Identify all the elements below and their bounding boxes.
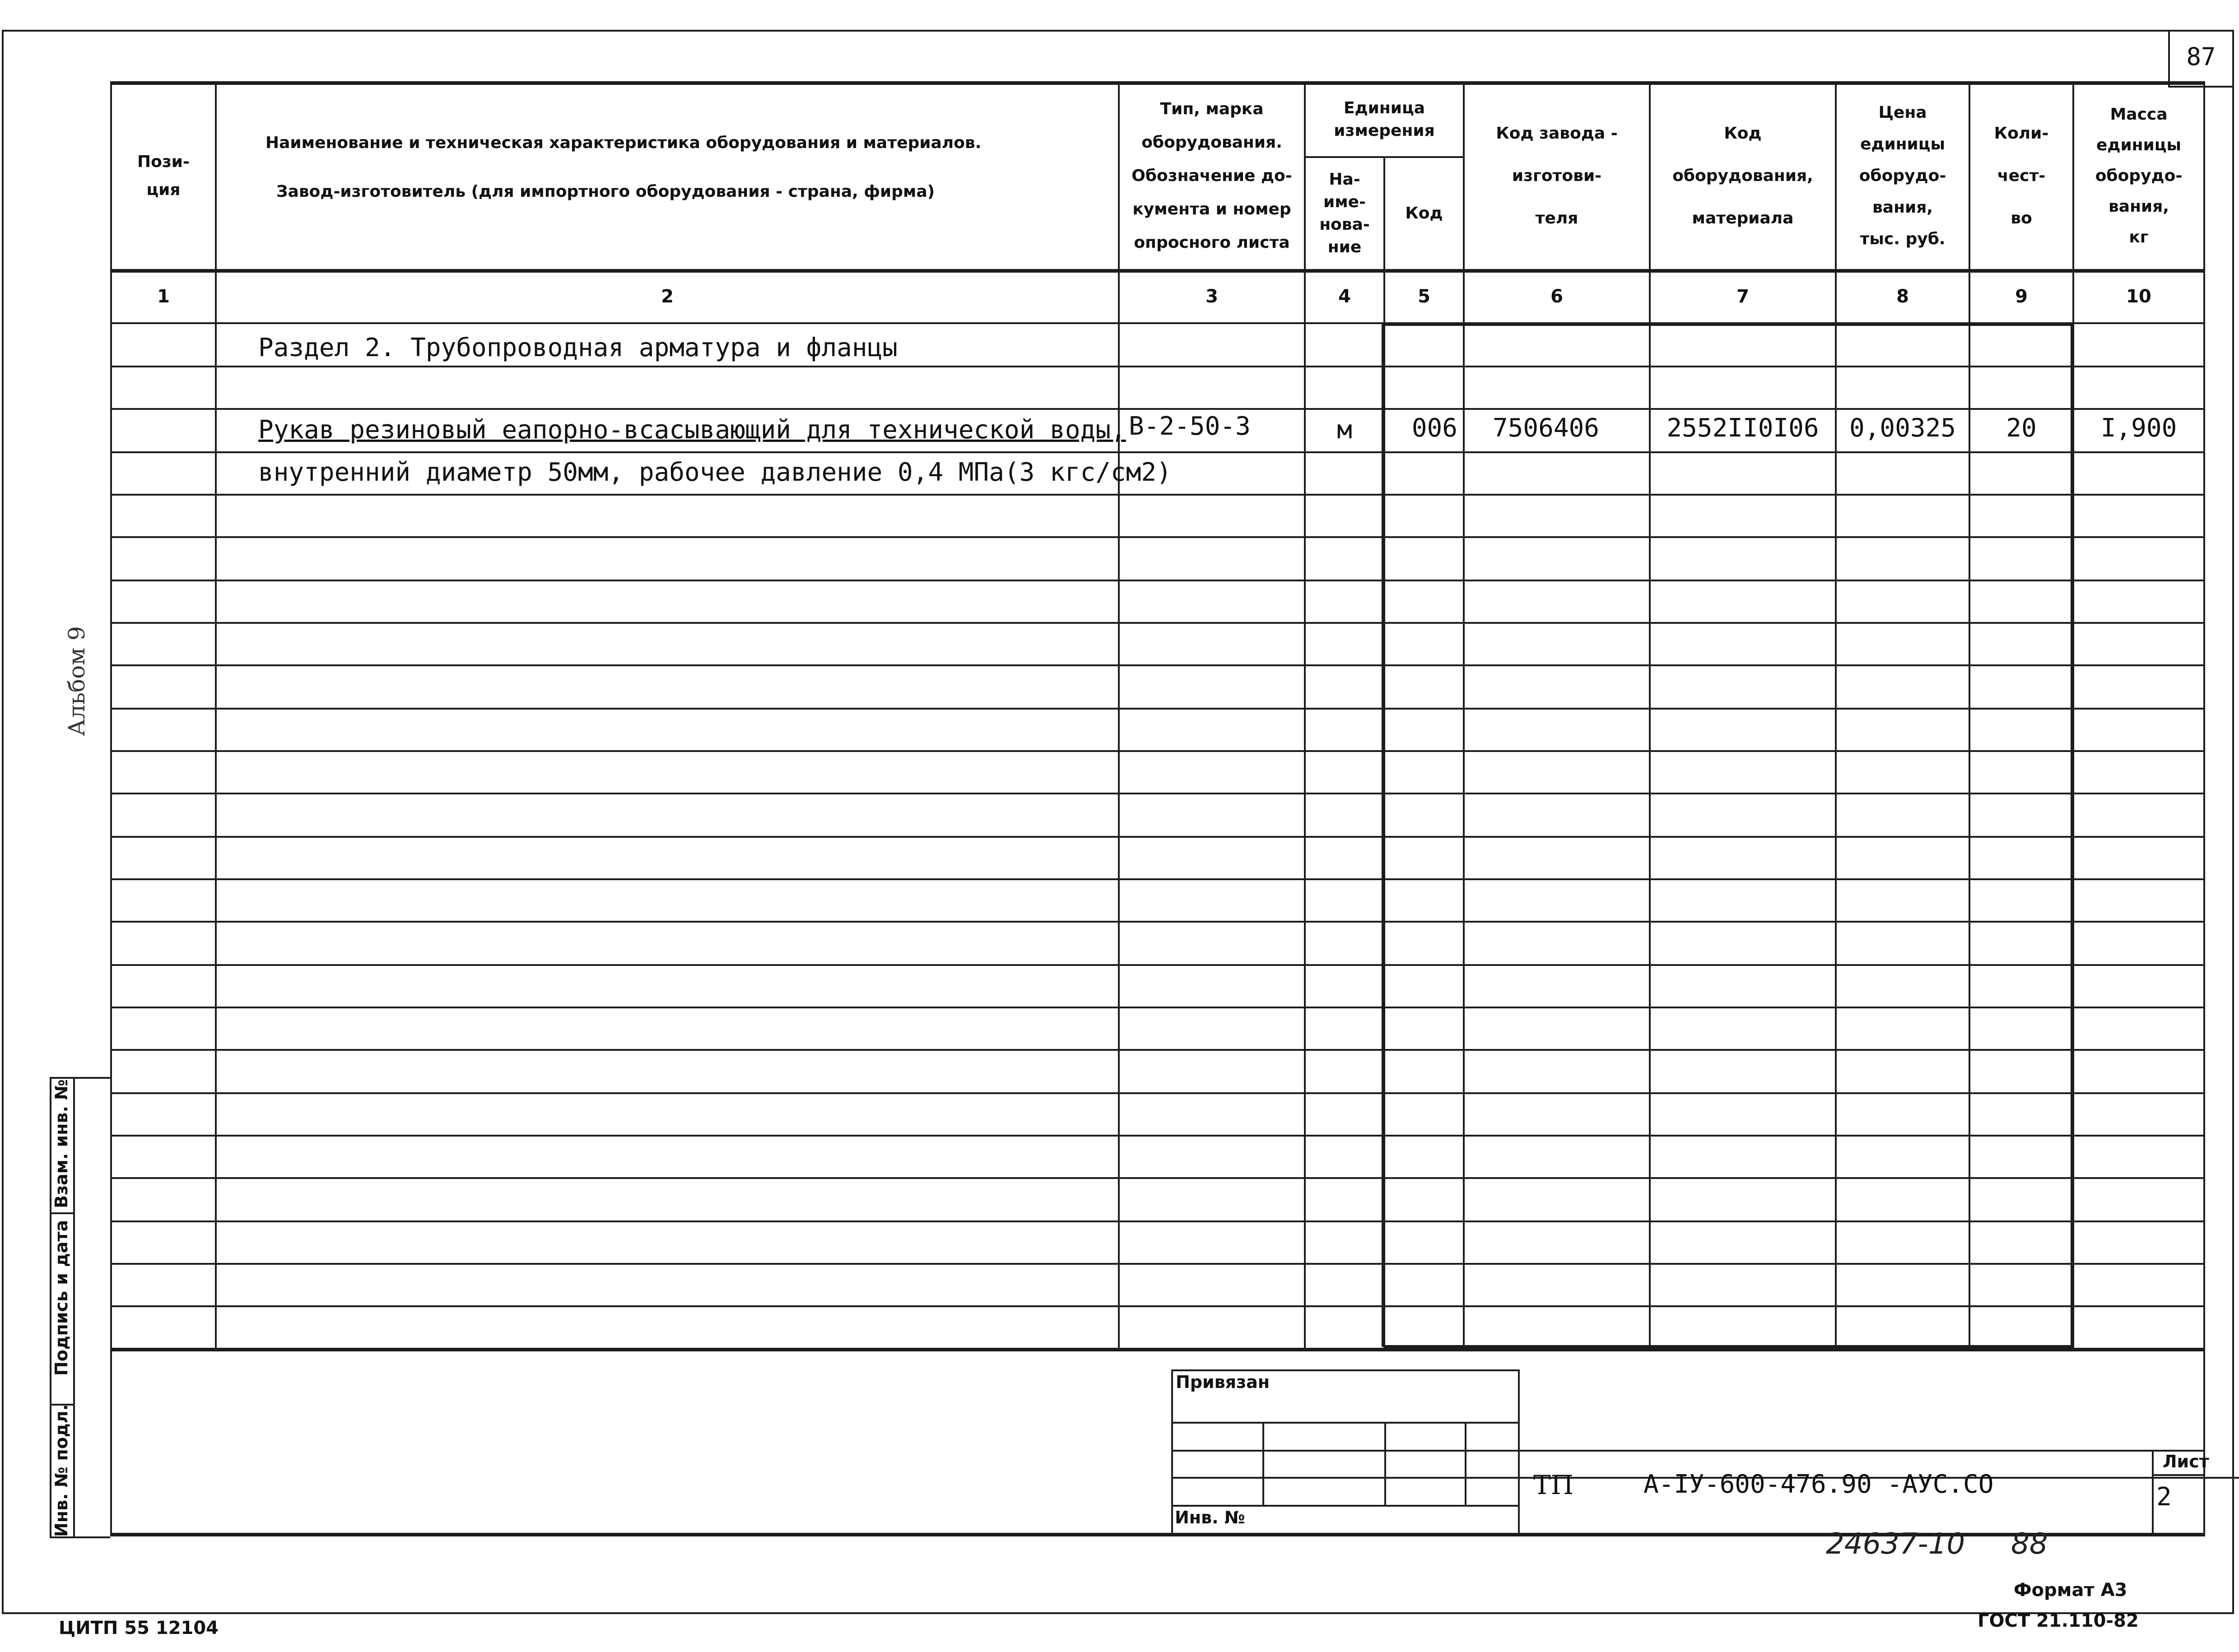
header-equipment-code: Код оборудования, материала (1672, 124, 1813, 227)
item-type: В-2-50-3 (1129, 412, 1251, 441)
data-box-left (1382, 322, 1385, 1347)
column-number: 8 (1896, 286, 1909, 307)
row-line (110, 750, 2205, 752)
row-line (110, 536, 2205, 538)
header-price: Цена единицы оборудо- вания, тыс. руб. (1859, 103, 1946, 248)
footer-citp: ЦИТП 55 12104 (59, 1618, 219, 1638)
tb-list-label: Лист (2163, 1452, 2209, 1471)
sheet-corner-number: 87 (2186, 42, 2216, 71)
item-name-line1: Рукав резиновый еапорно-всасывающий для технической воды, (258, 415, 1126, 445)
column-number: 7 (1736, 286, 1749, 307)
side-stamp-mid (73, 1077, 75, 1537)
row-line (110, 580, 2205, 581)
col-line-7 (1835, 81, 1837, 1350)
row-line (110, 836, 2205, 838)
column-number: 2 (661, 286, 674, 307)
header-name-line2: Завод-изготовитель (для импортного оборудования - страна, фирма) (276, 182, 935, 201)
row-line (110, 1263, 2205, 1265)
row-line (110, 664, 2205, 666)
album-label: Альбом 9 (64, 626, 90, 736)
tb-vline (1384, 1422, 1386, 1505)
row-line (110, 622, 2205, 624)
column-number: 5 (1418, 286, 1430, 307)
header-unit-group: Единица измерения (1334, 99, 1435, 140)
header-name-line1: Наименование и техническая характеристика оборудования и материалов. (265, 134, 982, 152)
col-line-2 (1118, 81, 1120, 1350)
row-line (110, 494, 2205, 496)
footer-gost: ГОСТ 21.110-82 (1978, 1610, 2139, 1631)
row-line (110, 1305, 2205, 1307)
col-line-8 (1969, 81, 1970, 1350)
tb-privyazan: Привязан (1176, 1372, 1270, 1392)
tb-box-right (1518, 1369, 1520, 1535)
frame-left (2, 30, 4, 1612)
item-equipment-code: 2552II0I06 (1666, 413, 1819, 443)
tb-main-top (1518, 1450, 2205, 1452)
side-stamp-sep1 (50, 1212, 75, 1214)
frame-top (2, 30, 2234, 32)
header-manufacturer-code: Код завода - изготови- теля (1496, 124, 1618, 227)
column-number: 9 (2015, 286, 2028, 307)
item-quantity: 20 (2006, 413, 2037, 443)
side-vzam-inv: Взам. инв. № (51, 1079, 71, 1208)
row-line (110, 1007, 2205, 1008)
item-unit-code: 006 (1411, 413, 1457, 443)
col-line-6 (1649, 81, 1651, 1350)
tb-list-left (2152, 1450, 2154, 1535)
handwritten-page: 88 (2011, 1527, 2048, 1561)
table-right (2203, 81, 2205, 1535)
tb-list-sep (2152, 1474, 2205, 1476)
column-number: 6 (1550, 286, 1563, 307)
column-number: 3 (1206, 286, 1218, 307)
header-type: Тип, марка оборудования. Обозначение до- кумента и номер опросного листа (1131, 100, 1292, 252)
row-line (110, 708, 2205, 710)
header-unit-name: На- име- нова- ние (1319, 170, 1370, 256)
row-line (110, 1220, 2205, 1222)
side-podpis-data: Подпись и дата (51, 1220, 71, 1376)
tb-box-left (1171, 1369, 1173, 1535)
row-line (110, 793, 2205, 794)
row-line (110, 1135, 2205, 1137)
col-line-1 (215, 81, 217, 1350)
tb-vline (1262, 1422, 1264, 1505)
tb-doc-code: А-IУ-600-476.90 -АУС.СО (1643, 1470, 1994, 1499)
frame-bottom (2, 1612, 2234, 1614)
tb-list-number: 2 (2156, 1482, 2172, 1512)
header-mass: Масса единицы оборудо- вания, кг (2095, 105, 2183, 246)
data-box-right (2071, 322, 2074, 1347)
tb-inv-no: Инв. № (1175, 1508, 1245, 1527)
frame-right (2232, 30, 2234, 1612)
tb-line (1171, 1505, 1518, 1507)
tb-vline (1465, 1422, 1466, 1505)
header-position: Пози- ция (137, 153, 190, 199)
header-bottom (110, 269, 2205, 273)
section-title: Раздел 2. Трубопроводная арматура и фланцы (258, 333, 898, 362)
row-line (110, 878, 2205, 880)
tb-tp: ТП (1533, 1470, 1574, 1500)
data-box-top (1383, 322, 2074, 326)
col-line-5 (1463, 81, 1465, 1350)
col-line-3 (1304, 81, 1306, 1350)
header-quantity: Коли- чест- во (1994, 124, 2049, 227)
footer-format: Формат А3 (2014, 1580, 2127, 1601)
tb-box-top (1171, 1369, 1518, 1371)
row-line (110, 1092, 2205, 1094)
item-price: 0,00325 (1849, 413, 1956, 443)
side-inv-podl: Инв. № подл. (51, 1404, 71, 1537)
row-line (110, 964, 2205, 966)
column-number: 1 (157, 286, 170, 307)
item-mass: I,900 (2100, 413, 2177, 443)
header-unit-code: Код (1405, 204, 1443, 223)
row-line (110, 921, 2205, 923)
item-manufacturer-code: 7506406 (1493, 413, 1600, 443)
row-line (110, 1049, 2205, 1051)
item-unit-name: м (1337, 415, 1352, 445)
column-number: 10 (2126, 286, 2151, 307)
row-line-last (110, 1348, 2205, 1351)
handwritten-code: 24637-10 (1826, 1527, 1965, 1561)
item-name-line2: внутренний диаметр 50мм, рабочее давление 0,4 МПа(3 кгс/см2) (258, 458, 1172, 487)
row-line (110, 1177, 2205, 1179)
column-number: 4 (1338, 286, 1351, 307)
